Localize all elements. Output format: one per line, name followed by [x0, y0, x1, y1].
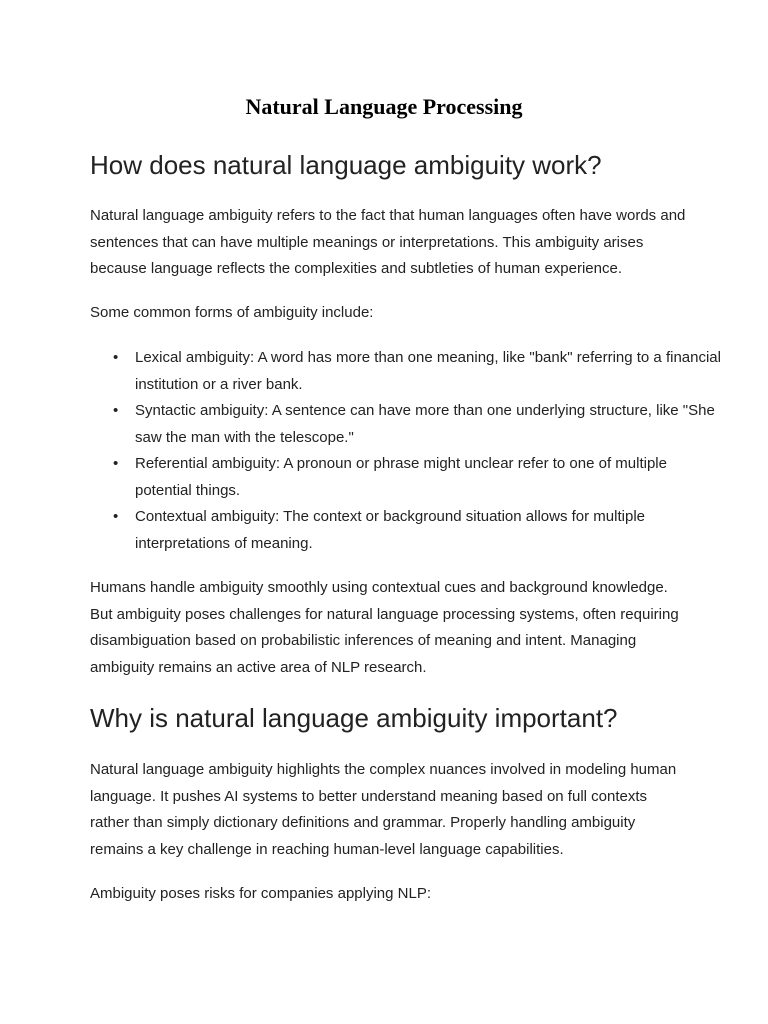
document-title: Natural Language Processing: [245, 94, 523, 119]
bullet-icon: •: [113, 455, 119, 472]
paragraph-common-forms: Some common forms of ambiguity include:: [90, 304, 374, 321]
paragraph-humans-handle: Humans handle ambiguity smoothly using contextual cues and background knowledge. But ambiguity poses challenges for natural language processing systems, often requiring disambiguation based on probabilistic inferences of meaning and intent. Managing ambiguity remains an active area of NLP research.: [90, 579, 679, 676]
bullet-icon: •: [113, 402, 119, 419]
list-item: [113, 398, 725, 451]
paragraph-ambiguity-definition: Natural language ambiguity refers to the fact that human languages often have words and sentences that can have multiple meanings or interpretations. This ambiguity arises because language reflects the complexities and subtleties of human experience.: [90, 207, 686, 277]
section-heading-how: How does natural language ambiguity work?: [90, 150, 602, 180]
bullet-icon: •: [113, 508, 119, 525]
list-item-text: Lexical ambiguity: A word has more than one meaning, like "bank" referring to a financial institution or a river bank.: [135, 349, 721, 393]
bullet-icon: •: [113, 349, 119, 366]
list-item: [113, 451, 725, 504]
list-item: [113, 504, 725, 557]
paragraph-importance: Natural language ambiguity highlights the complex nuances involved in modeling human language. It pushes AI systems to better understand meaning based on full contexts rather than simply dictionary definitions and grammar. Properly handling ambiguity remains a key challenge in reaching human-level language capabilities.: [90, 761, 677, 858]
section-heading-why: Why is natural language ambiguity important?: [90, 703, 618, 733]
ambiguity-forms-list: [90, 345, 725, 557]
list-item-text: Referential ambiguity: A pronoun or phrase might unclear refer to one of multiple potential things.: [135, 455, 667, 499]
list-item-text: Syntactic ambiguity: A sentence can have more than one underlying structure, like "She saw the man with the telescope.": [135, 402, 715, 446]
list-item-text: Contextual ambiguity: The context or background situation allows for multiple interpretations of meaning.: [135, 508, 645, 552]
list-item: [113, 345, 725, 398]
paragraph-risks: Ambiguity poses risks for companies applying NLP:: [90, 885, 431, 902]
